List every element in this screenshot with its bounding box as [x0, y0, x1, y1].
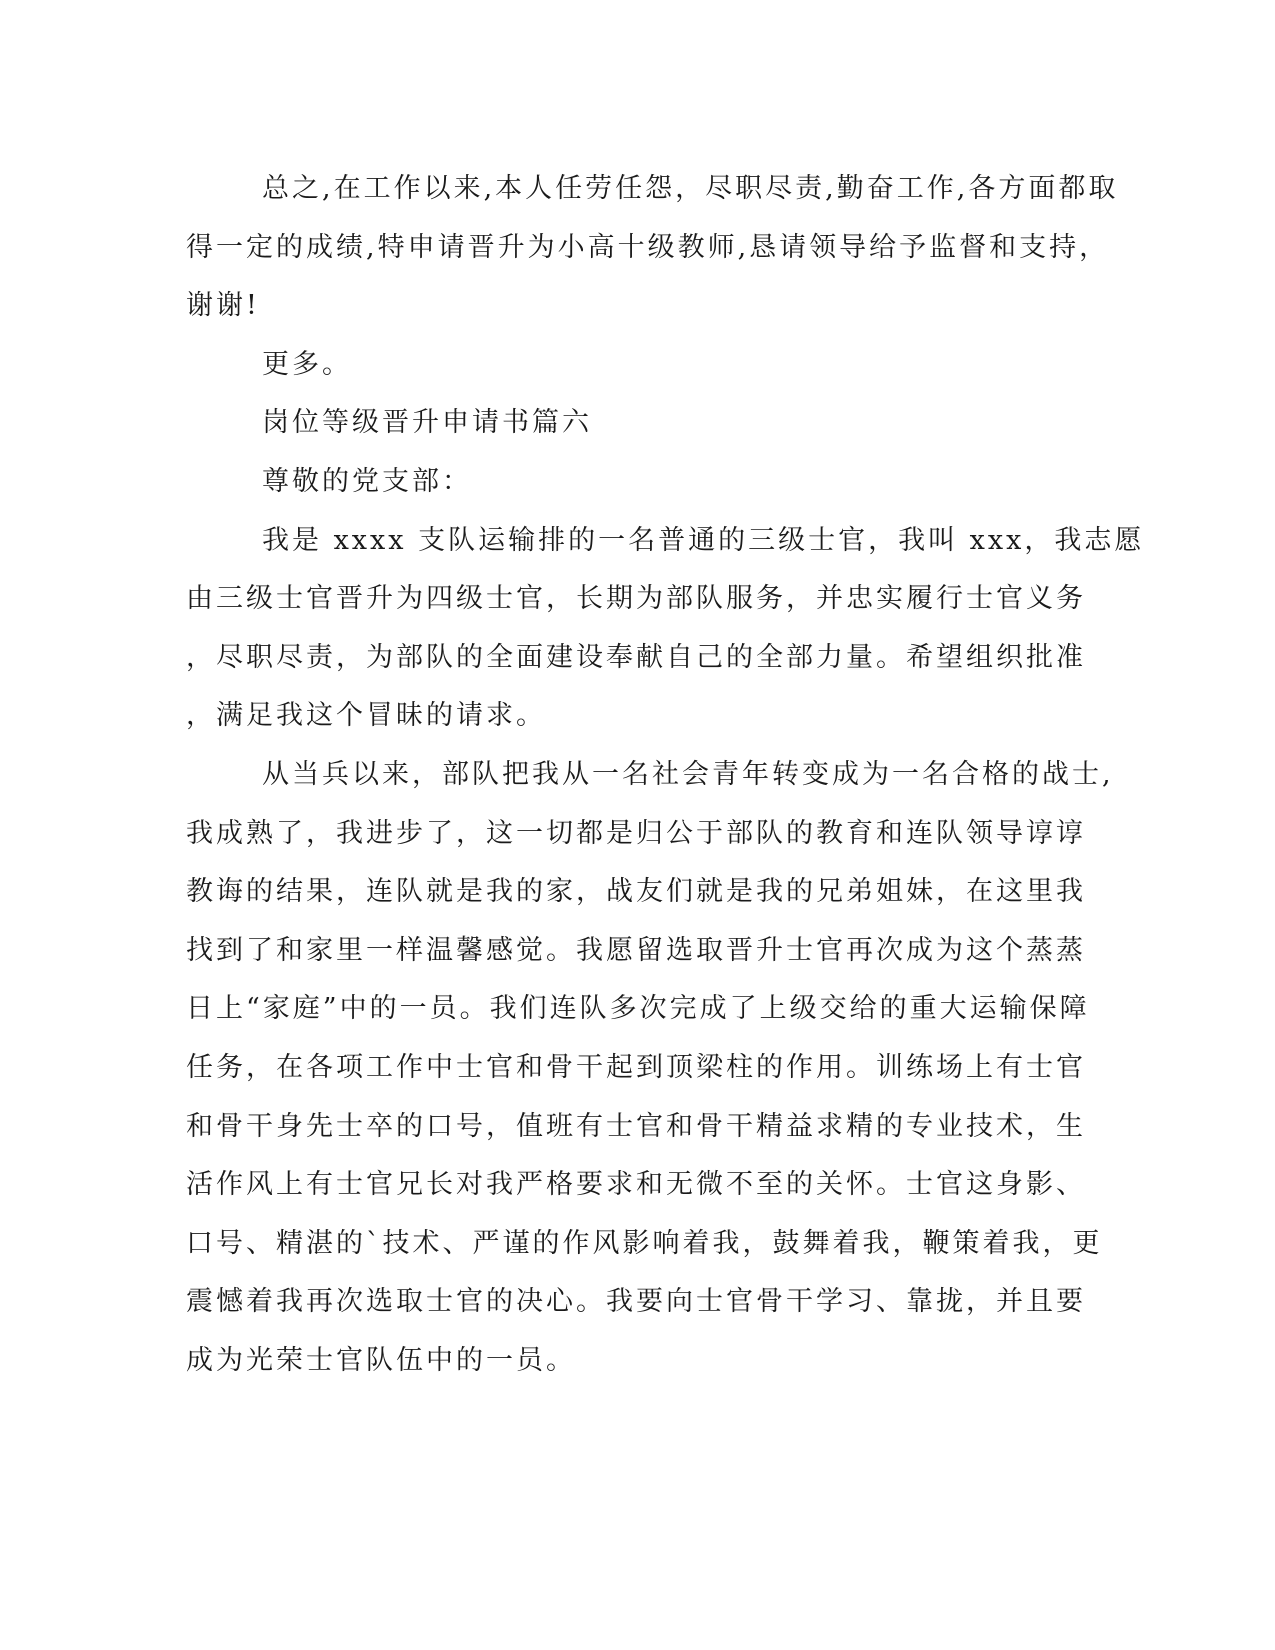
text-line: 从当兵以来，部队把我从一名社会青年转变成为一名合格的战士,	[262, 758, 1114, 790]
text-line: 总之,在工作以来,本人任劳任怨，尽职尽责,勤奋工作,各方面都取	[262, 173, 1119, 204]
text-line: ，尽职尽责，为部队的全面建设奉献自己的全部力量。希望组织批准	[186, 641, 1086, 673]
text-line: 日上“家庭”中的一员。我们连队多次完成了上级交给的重大运输保障	[186, 993, 1090, 1025]
text-line: 得一定的成绩,特申请晋升为小高十级教师,恳请领导给予监督和支持，	[186, 231, 1110, 263]
section-heading: 岗位等级晋升申请书篇六	[262, 407, 592, 439]
text-line: 找到了和家里一样温馨感觉。我愿留选取晋升士官再次成为这个蒸蒸	[186, 934, 1086, 966]
text-line: 任务，在各项工作中士官和骨干起到顶梁柱的作用。训练场上有士官	[186, 1051, 1086, 1083]
text-line: 谢谢!	[186, 290, 260, 322]
text-line: 我成熟了，我进步了，这一切都是归公于部队的教育和连队领导谆谆	[186, 817, 1086, 849]
text-line: 我是 xxxx 支队运输排的一名普通的三级士官，我叫 xxx，我志愿	[262, 524, 1145, 556]
text-line: 由三级士官晋升为四级士官，长期为部队服务，并忠实履行士官义务	[186, 583, 1086, 615]
text-line: ，满足我这个冒昧的请求。	[186, 700, 546, 732]
document-body	[186, 160, 1145, 1390]
text-line: 更多。	[262, 348, 352, 380]
text-line: 震憾着我再次选取士官的决心。我要向士官骨干学习、靠拢，并且要	[186, 1286, 1086, 1318]
text-line: 教诲的结果，连队就是我的家，战友们就是我的兄弟姐妹，在这里我	[186, 876, 1086, 908]
text-line: 口号、精湛的`技术、严谨的作风影响着我，鼓舞着我，鞭策着我，更	[186, 1227, 1103, 1259]
text-line: 活作风上有士官兄长对我严格要求和无微不至的关怀。士官这身影、	[186, 1169, 1086, 1201]
salutation: 尊敬的党支部：	[262, 465, 472, 497]
text-line: 和骨干身先士卒的口号，值班有士官和骨干精益求精的专业技术，生	[186, 1110, 1086, 1142]
text-line: 成为光荣士官队伍中的一员。	[186, 1344, 576, 1376]
